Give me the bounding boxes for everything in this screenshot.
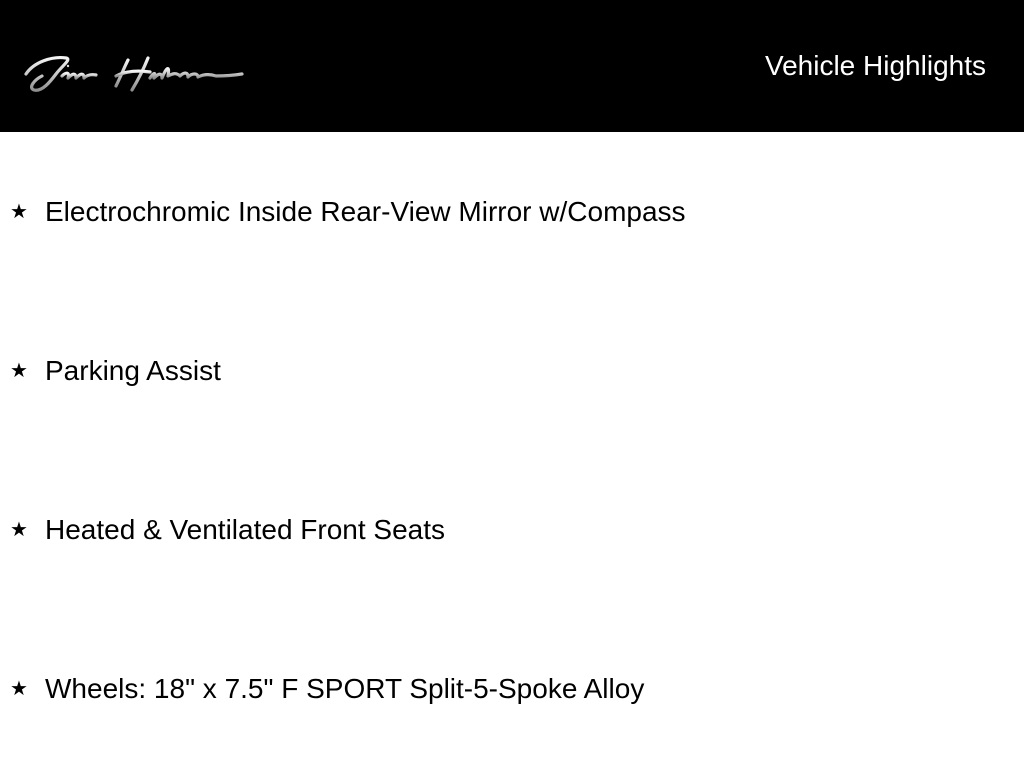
star-icon: ★ [10, 519, 28, 541]
star-icon: ★ [10, 201, 28, 223]
highlight-label: Wheels: 18" x 7.5" F SPORT Split-5-Spoke Alloy [45, 673, 645, 704]
header-bar [0, 0, 1024, 132]
jim-hudson-signature-logo [20, 46, 245, 98]
star-icon: ★ [10, 360, 28, 382]
highlight-label: Parking Assist [45, 355, 221, 386]
highlight-label: Heated & Ventilated Front Seats [45, 514, 446, 545]
star-icon: ★ [10, 678, 28, 700]
page-title: Vehicle Highlights [764, 50, 986, 81]
highlight-label: Electrochromic Inside Rear-View Mirror w/Compass [45, 196, 686, 227]
